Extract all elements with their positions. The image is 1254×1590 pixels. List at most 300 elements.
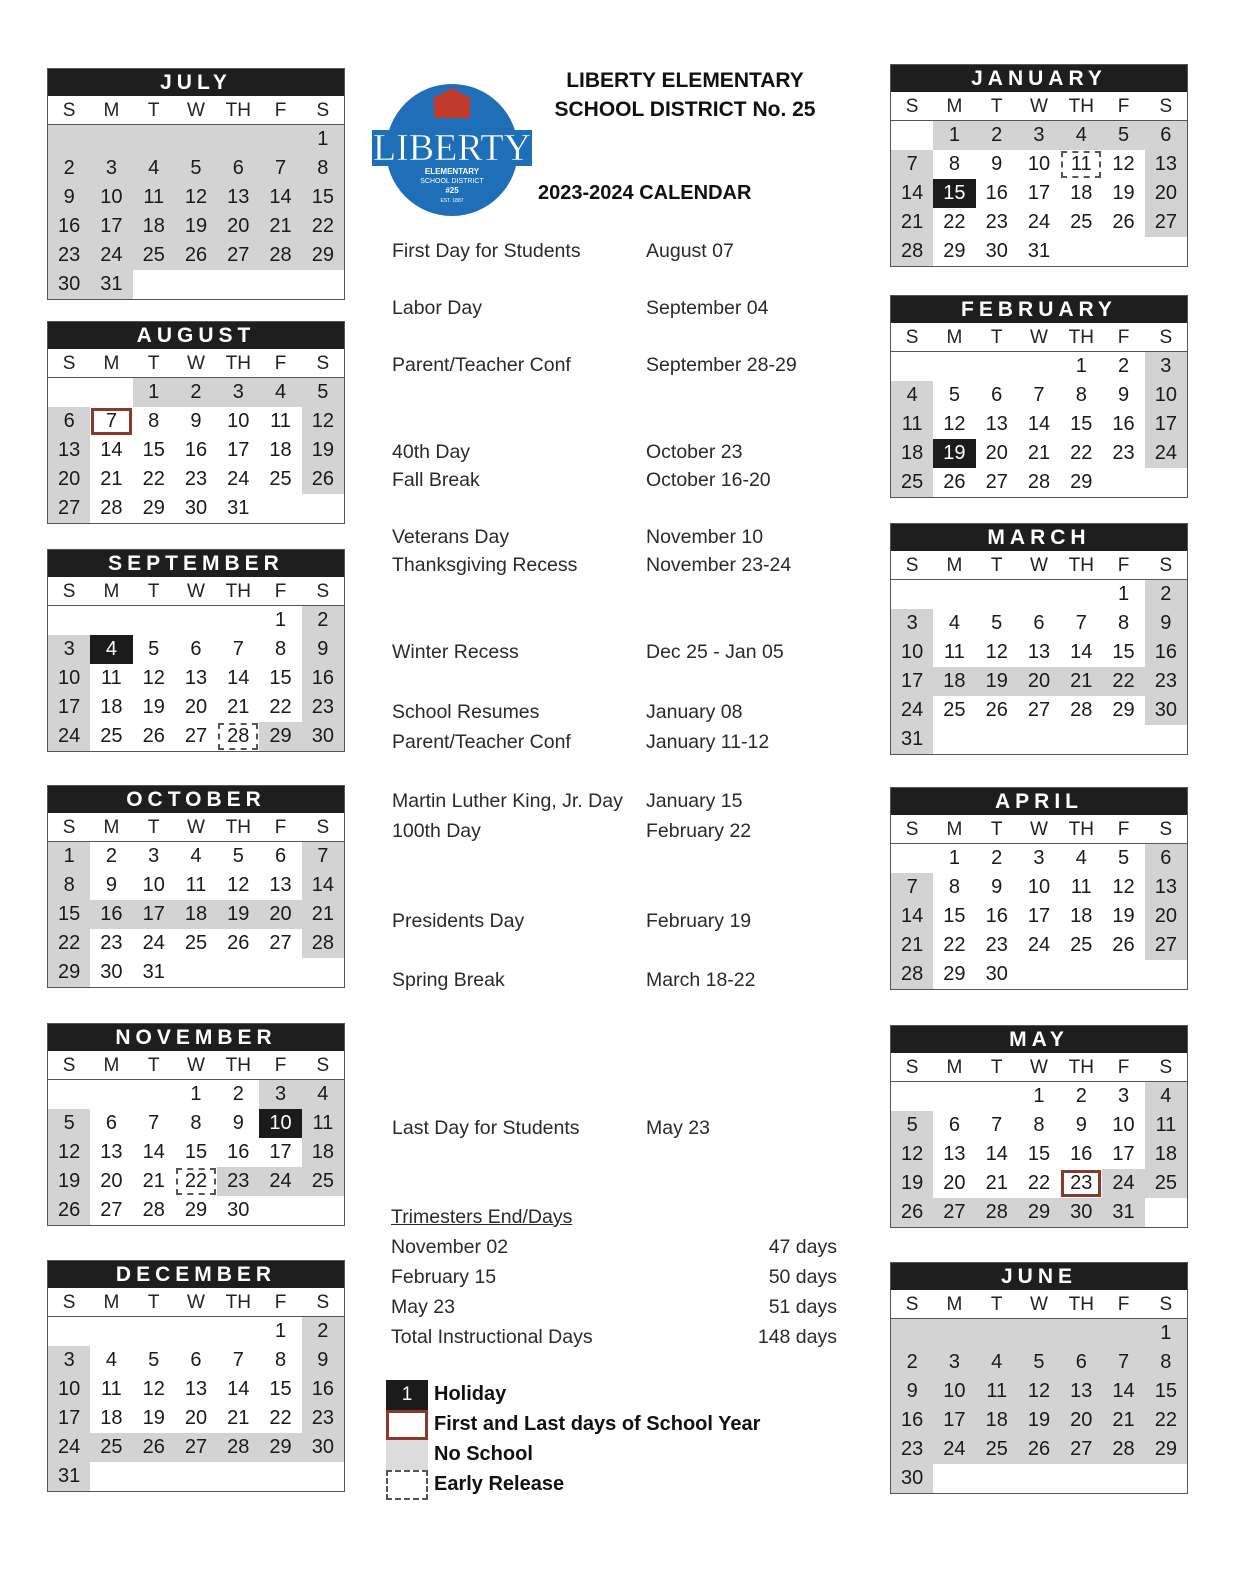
day-cell: 1 [1145, 1319, 1187, 1348]
day-cell: 11 [101, 667, 122, 689]
week-row [891, 1435, 1187, 1464]
month-name: JANUARY [891, 65, 1187, 92]
weekday-label: W [1030, 1057, 1048, 1078]
day-cell: 9 [48, 183, 90, 212]
weekday-label: F [274, 353, 287, 374]
empty-day-cell [133, 270, 175, 299]
week-row [48, 1196, 344, 1225]
day-cell: 25 [1145, 1169, 1187, 1198]
day-cell: 8 [302, 154, 344, 183]
week-row [891, 667, 1187, 696]
day-cell: 2 [232, 1083, 244, 1105]
weekday-label: S [1159, 819, 1173, 840]
weekday-label: W [1030, 327, 1048, 348]
weekday-label: T [990, 1294, 1003, 1315]
day-cell: 27 [217, 241, 259, 270]
weekday-label: W [187, 817, 205, 838]
weekday-label: S [62, 1292, 76, 1313]
day-cell: 30 [1060, 1198, 1102, 1227]
day-cell: 5 [148, 638, 160, 660]
empty-day-cell [175, 1462, 217, 1491]
day-cell: 9 [105, 874, 117, 896]
empty-day-cell [1018, 580, 1060, 609]
week-row [891, 1348, 1187, 1377]
week-row [891, 931, 1187, 960]
day-cell: 15 [943, 905, 966, 927]
day-cell: 28 [891, 237, 933, 266]
day-cell: 21 [891, 931, 933, 960]
empty-day-cell [259, 1462, 301, 1491]
day-cell: 16 [1145, 638, 1187, 667]
day-cell: 11 [185, 874, 207, 896]
day-cell: 23 [302, 1404, 344, 1433]
weekday-label: M [103, 581, 120, 602]
empty-day-cell [1060, 237, 1102, 266]
empty-day-cell [1145, 237, 1187, 266]
day-cell: 1 [274, 609, 287, 631]
day-cell: 13 [184, 1378, 208, 1400]
day-cell: 4 [1075, 847, 1087, 869]
weekday-label: W [187, 1055, 205, 1076]
day-cell: 10 [48, 664, 90, 693]
day-cell: 2 [175, 378, 217, 407]
weekday-label: F [274, 817, 287, 838]
day-cell: 21 [100, 468, 123, 490]
day-cell: 21 [227, 1407, 250, 1429]
weekday-label: S [62, 581, 76, 602]
weekday-label: M [103, 817, 120, 838]
weekday-header [891, 323, 1187, 352]
day-cell: 28 [217, 1433, 259, 1462]
weekday-label: W [1030, 96, 1048, 117]
month-name: MARCH [891, 524, 1187, 551]
week-row [48, 664, 344, 693]
month-july [47, 68, 345, 300]
week-row [48, 606, 344, 635]
day-cell: 27 [48, 494, 90, 523]
day-cell: 11 [976, 1377, 1018, 1406]
month-name: NOVEMBER [48, 1024, 344, 1051]
district-line-1: LIBERTY ELEMENTARY [566, 69, 804, 92]
day-cell: 23 [985, 934, 1008, 956]
day-cell: 16 [227, 1141, 250, 1163]
weekday-label: S [1159, 1294, 1173, 1315]
day-cell: 22 [1070, 442, 1093, 464]
day-cell: 25 [133, 241, 175, 270]
day-cell: 13 [48, 436, 90, 465]
day-cell: 27 [184, 725, 208, 747]
empty-day-cell [976, 1319, 1018, 1348]
day-cell: 21 [302, 900, 344, 929]
week-row [48, 378, 344, 407]
empty-day-cell [933, 1082, 975, 1111]
weekday-label: M [946, 1057, 963, 1078]
day-cell: 29 [943, 240, 966, 262]
week-row [48, 693, 344, 722]
day-cell: 1 [1033, 1085, 1045, 1107]
day-cell: 20 [985, 442, 1008, 464]
day-cell: 8 [1117, 612, 1130, 634]
day-cell: 10 [142, 874, 165, 896]
empty-day-cell [90, 1462, 132, 1491]
month-november [47, 1023, 345, 1226]
month-august [47, 321, 345, 524]
weekday-header [48, 813, 344, 842]
weekday-label: TH [1068, 819, 1094, 840]
day-cell: 9 [232, 1112, 244, 1134]
weekday-label: T [147, 1292, 160, 1313]
day-cell: 22 [1145, 1406, 1187, 1435]
day-cell: 9 [991, 153, 1003, 175]
day-cell: 29 [48, 958, 90, 987]
empty-day-cell [976, 352, 1018, 381]
day-cell: 15 [933, 179, 975, 208]
day-cell: 6 [217, 154, 259, 183]
day-cell: 7 [232, 638, 244, 660]
day-cell: 18 [100, 696, 123, 718]
day-cell: 11 [944, 641, 965, 663]
day-cell: 26 [48, 1196, 90, 1225]
month-june [890, 1262, 1188, 1494]
week-row [891, 410, 1187, 439]
day-cell: 24 [227, 468, 250, 490]
week-row [891, 638, 1187, 667]
weekday-label: M [103, 353, 120, 374]
day-cell: 25 [90, 1433, 132, 1462]
weekday-header [48, 1288, 344, 1317]
day-cell: 8 [1075, 384, 1087, 406]
day-cell: 14 [1102, 1377, 1144, 1406]
day-cell: 5 [148, 1349, 160, 1371]
day-cell: 24 [142, 932, 165, 954]
day-cell: 10 [933, 1377, 975, 1406]
day-cell: 31 [142, 961, 165, 983]
week-row [891, 1319, 1187, 1348]
day-cell: 23 [217, 1167, 259, 1196]
day-cell: 2 [991, 847, 1003, 869]
day-cell: 16 [90, 900, 132, 929]
empty-day-cell [1018, 960, 1060, 989]
day-cell: 3 [217, 378, 259, 407]
day-cell: 22 [302, 212, 344, 241]
day-cell: 22 [1102, 667, 1144, 696]
weekday-label: S [905, 819, 919, 840]
week-row [891, 1198, 1187, 1227]
empty-day-cell [302, 1196, 344, 1225]
empty-day-cell [1102, 468, 1144, 497]
day-cell: 12 [891, 1140, 933, 1169]
week-row [48, 1080, 344, 1109]
day-cell: 17 [1027, 182, 1051, 204]
day-cell: 17 [90, 212, 132, 241]
weekday-label: W [187, 100, 205, 121]
day-cell: 18 [175, 900, 217, 929]
day-cell: 3 [1117, 1085, 1130, 1107]
day-cell: 6 [105, 1112, 117, 1134]
weekday-label: TH [1068, 327, 1094, 348]
weekday-label: F [1117, 819, 1130, 840]
week-row [48, 1138, 344, 1167]
day-cell: 10 [48, 1375, 90, 1404]
day-cell: 30 [985, 240, 1008, 262]
day-cell: 26 [985, 699, 1008, 721]
empty-day-cell [175, 1317, 217, 1346]
day-cell: 22 [175, 1167, 217, 1196]
day-cell: 25 [184, 932, 208, 954]
week-row [891, 1464, 1187, 1493]
day-cell: 15 [184, 1141, 208, 1163]
day-cell: 28 [1102, 1435, 1144, 1464]
empty-day-cell [1060, 580, 1102, 609]
month-name: DECEMBER [48, 1261, 344, 1288]
day-cell: 19 [142, 1407, 165, 1429]
empty-day-cell [1102, 237, 1144, 266]
svg-text:SCHOOL DISTRICT: SCHOOL DISTRICT [420, 178, 484, 185]
day-cell: 26 [943, 471, 966, 493]
day-cell: 22 [269, 1407, 292, 1429]
day-cell: 10 [259, 1109, 301, 1138]
day-cell: 6 [1033, 612, 1045, 634]
day-cell: 7 [302, 842, 344, 871]
day-cell: 9 [1075, 1114, 1087, 1136]
day-cell: 24 [90, 241, 132, 270]
day-cell: 18 [302, 1138, 344, 1167]
day-cell: 6 [1060, 1348, 1102, 1377]
day-cell: 17 [1112, 1143, 1135, 1165]
month-december [47, 1260, 345, 1492]
day-cell: 17 [891, 667, 933, 696]
weekday-label: F [274, 1055, 287, 1076]
weekday-label: W [187, 1292, 205, 1313]
day-cell: 16 [985, 182, 1008, 204]
day-cell: 23 [985, 211, 1008, 233]
week-row [48, 722, 344, 751]
weekday-label: T [990, 819, 1003, 840]
empty-day-cell [175, 606, 217, 635]
day-cell: 18 [891, 439, 933, 468]
empty-day-cell [48, 1080, 90, 1109]
empty-day-cell [1018, 725, 1060, 754]
day-cell: 24 [1145, 439, 1187, 468]
day-cell: 17 [133, 900, 175, 929]
day-cell: 15 [48, 900, 90, 929]
week-row [48, 494, 344, 523]
day-cell: 18 [1145, 1140, 1187, 1169]
day-cell: 9 [302, 635, 344, 664]
empty-day-cell [259, 270, 301, 299]
weekday-label: M [103, 1292, 120, 1313]
svg-text:EST. 1887: EST. 1887 [440, 198, 464, 204]
day-cell: 1 [302, 125, 344, 154]
day-cell: 29 [302, 241, 344, 270]
empty-day-cell [90, 378, 132, 407]
day-cell: 28 [259, 241, 301, 270]
day-cell: 30 [302, 1433, 344, 1462]
day-cell: 7 [90, 407, 132, 436]
day-cell: 14 [227, 1378, 250, 1400]
day-cell: 6 [948, 1114, 960, 1136]
day-cell: 19 [891, 1169, 933, 1198]
weekday-label: S [905, 327, 919, 348]
day-cell: 2 [302, 606, 344, 635]
weekday-label: F [274, 1292, 287, 1313]
weekday-label: W [1030, 819, 1048, 840]
day-cell: 5 [991, 612, 1003, 634]
day-cell: 11 [302, 1109, 344, 1138]
day-cell: 28 [891, 960, 933, 989]
weekday-label: TH [1068, 96, 1094, 117]
empty-day-cell [1102, 725, 1144, 754]
district-name [540, 66, 830, 124]
day-cell: 8 [1145, 1348, 1187, 1377]
weekday-label: M [946, 96, 963, 117]
week-row [891, 1406, 1187, 1435]
empty-day-cell [933, 352, 975, 381]
day-cell: 24 [891, 696, 933, 725]
day-cell: 3 [1018, 121, 1060, 150]
day-cell: 22 [1027, 1172, 1051, 1194]
day-cell: 16 [302, 664, 344, 693]
weekday-label: TH [225, 1292, 251, 1313]
day-cell: 31 [227, 497, 250, 519]
day-cell: 30 [184, 497, 208, 519]
day-cell: 19 [302, 436, 344, 465]
weekday-label: W [187, 581, 205, 602]
day-cell: 19 [1112, 905, 1135, 927]
day-cell: 11 [891, 410, 933, 439]
day-cell: 23 [1112, 442, 1135, 464]
day-cell: 8 [274, 638, 287, 660]
week-row [48, 1346, 344, 1375]
day-cell: 4 [90, 635, 132, 664]
day-cell: 27 [1060, 1435, 1102, 1464]
day-cell: 3 [48, 1346, 90, 1375]
day-cell: 28 [217, 722, 259, 751]
day-cell: 8 [148, 410, 160, 432]
day-cell: 13 [1145, 150, 1187, 179]
day-cell: 25 [269, 468, 292, 490]
day-cell: 28 [302, 929, 344, 958]
day-cell: 26 [891, 1198, 933, 1227]
week-row [891, 381, 1187, 410]
day-cell: 30 [227, 1199, 250, 1221]
month-name: SEPTEMBER [48, 550, 344, 577]
day-cell: 30 [302, 722, 344, 751]
empty-day-cell [1145, 960, 1187, 989]
day-cell: 6 [1145, 121, 1187, 150]
day-cell: 3 [891, 609, 933, 638]
day-cell: 1 [190, 1083, 202, 1105]
svg-text:ELEMENTARY: ELEMENTARY [424, 167, 480, 176]
district-line-2: SCHOOL DISTRICT No. 25 [554, 98, 816, 121]
day-cell: 12 [943, 413, 966, 435]
day-cell: 31 [90, 270, 132, 299]
day-cell: 15 [142, 439, 165, 461]
day-cell: 14 [985, 1143, 1008, 1165]
day-cell: 4 [948, 612, 960, 634]
day-cell: 11 [1060, 150, 1102, 179]
day-cell: 19 [933, 439, 975, 468]
day-cell: 6 [274, 845, 287, 867]
day-cell: 12 [142, 667, 165, 689]
week-row [891, 468, 1187, 497]
day-cell: 13 [985, 413, 1008, 435]
day-cell: 21 [142, 1170, 165, 1192]
day-cell: 21 [1102, 1406, 1144, 1435]
day-cell: 21 [1060, 667, 1102, 696]
empty-day-cell [217, 606, 259, 635]
empty-day-cell [90, 1317, 132, 1346]
empty-day-cell [891, 1082, 933, 1111]
day-cell: 5 [1117, 847, 1130, 869]
svg-text:#25: #25 [445, 186, 459, 195]
weekday-label: S [316, 353, 330, 374]
weekday-label: S [1159, 327, 1173, 348]
day-cell: 24 [933, 1435, 975, 1464]
empty-day-cell [933, 1464, 975, 1493]
weekday-label: F [1117, 1057, 1130, 1078]
weekday-header [891, 551, 1187, 580]
day-cell: 31 [891, 725, 933, 754]
weekday-label: TH [1068, 1294, 1094, 1315]
weekday-header [891, 1290, 1187, 1319]
day-cell: 19 [175, 212, 217, 241]
day-cell: 31 [1027, 240, 1051, 262]
empty-day-cell [1102, 1319, 1144, 1348]
day-cell: 25 [302, 1167, 344, 1196]
week-row [891, 352, 1187, 381]
month-name: JUNE [891, 1263, 1187, 1290]
empty-day-cell [302, 958, 344, 987]
weekday-label: TH [225, 353, 251, 374]
week-row [48, 635, 344, 664]
empty-day-cell [302, 494, 344, 523]
week-row [891, 873, 1187, 902]
day-cell: 15 [1070, 413, 1093, 435]
weekday-label: M [946, 327, 963, 348]
day-cell: 24 [48, 1433, 90, 1462]
day-cell: 15 [269, 667, 292, 689]
weekday-label: S [316, 581, 330, 602]
day-cell: 13 [217, 183, 259, 212]
day-cell: 10 [1112, 1114, 1135, 1136]
weekday-label: T [147, 1055, 160, 1076]
month-february [890, 295, 1188, 498]
empty-day-cell [48, 125, 90, 154]
weekday-label: S [62, 817, 76, 838]
day-cell: 14 [891, 179, 933, 208]
week-row [48, 183, 344, 212]
day-cell: 1 [1117, 583, 1130, 605]
day-cell: 4 [1145, 1082, 1187, 1111]
day-cell: 3 [48, 635, 90, 664]
liberty-logo [372, 82, 532, 218]
week-row [48, 929, 344, 958]
day-cell: 19 [217, 900, 259, 929]
legend-noschool-label: No School [434, 1443, 533, 1465]
day-cell: 15 [269, 1378, 292, 1400]
day-cell: 15 [1112, 641, 1135, 663]
day-cell: 24 [48, 722, 90, 751]
empty-day-cell [891, 352, 933, 381]
day-cell: 9 [302, 1346, 344, 1375]
legend-early-label: Early Release [434, 1473, 565, 1495]
day-cell: 6 [48, 407, 90, 436]
month-september [47, 549, 345, 752]
day-cell: 9 [891, 1377, 933, 1406]
empty-day-cell [1018, 352, 1060, 381]
week-row [48, 958, 344, 987]
